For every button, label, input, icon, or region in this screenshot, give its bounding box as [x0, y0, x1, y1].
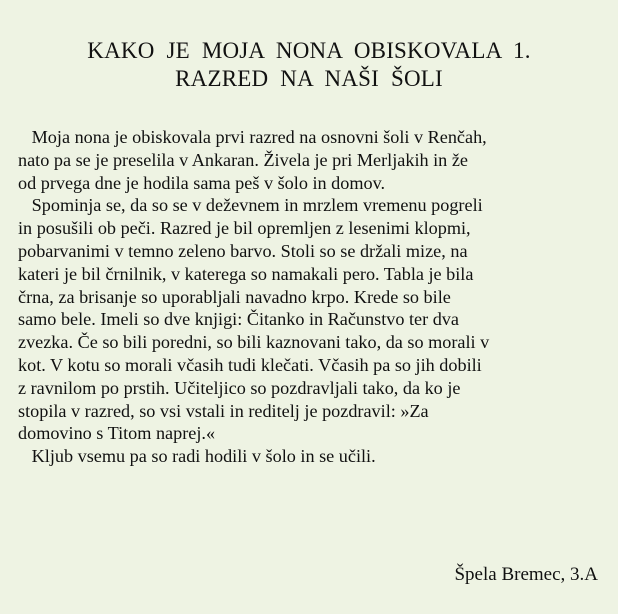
text-line: in posušili ob peči. Razred je bil opremljen z lesenimi klopmi,: [18, 218, 471, 239]
text-line: domovino s Titom naprej.«: [18, 423, 216, 444]
text-line: nato pa se je preselila v Ankaran. Živela je pri Merljakih in že: [18, 149, 468, 170]
text-line: kateri je bil črnilnik, v katerega so namakali pero. Tabla je bila: [18, 263, 474, 284]
text-line: z ravnilom po prstih. Učiteljico so pozdravljali tako, da ko je: [18, 377, 461, 398]
text-line: Spominja se, da so se v deževnem in mrzlem vremenu pogreli: [18, 195, 483, 216]
story-text: [18, 126, 608, 468]
text-line: Kljub vsemu pa so radi hodili v šolo in se učili.: [18, 446, 376, 467]
text-line: od prvega dne je hodila sama peš v šolo in domov.: [18, 172, 386, 193]
text-line: stopila v razred, so vsi vstali in reditelj je pozdravil: »Za: [18, 400, 429, 421]
text-line: črna, za brisanje so uporabljali navadno krpo. Krede so bile: [18, 286, 451, 307]
text-line: zvezka. Če so bili poredni, so bili kaznovani tako, da so morali v: [18, 332, 490, 353]
text-line: pobarvanimi v temno zeleno barvo. Stoli so se držali mize, na: [18, 240, 468, 261]
text-line: samo bele. Imeli so dve knjigi: Čitanko in Računstvo ter dva: [18, 309, 459, 330]
title-line-2: RAZRED NA NAŠI ŠOLI: [175, 66, 443, 91]
text-line: kot. V kotu so morali včasih tudi klečati. Včasih pa so jih dobili: [18, 354, 482, 375]
author-signature: Špela Bremec, 3.A: [454, 564, 598, 585]
document-title: [0, 37, 618, 93]
title-line-1: KAKO JE MOJA NONA OBISKOVALA 1.: [87, 38, 531, 63]
text-line: Moja nona je obiskovala prvi razred na osnovni šoli v Renčah,: [18, 127, 487, 147]
